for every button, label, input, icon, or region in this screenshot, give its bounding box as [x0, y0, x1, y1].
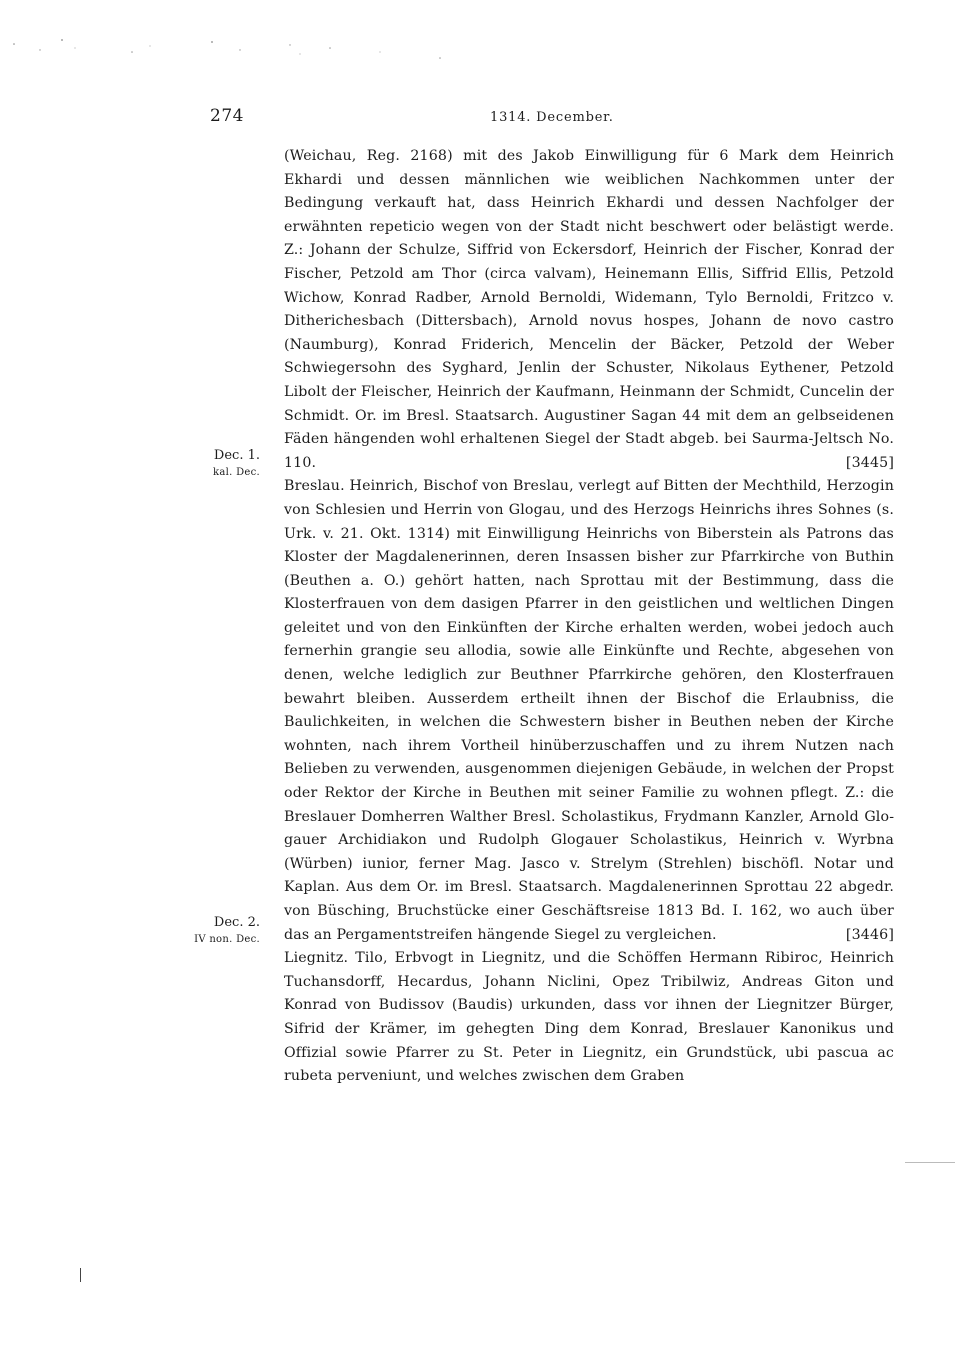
margin-note-dec-2 [190, 914, 260, 948]
scan-edge-mark [80, 1268, 81, 1282]
entry-paragraph-3445 [284, 145, 894, 475]
margin-note-calendar: IV non. Dec. [194, 934, 260, 945]
entry-number: [3446] [845, 926, 894, 943]
margin-note-date: Dec. 2. [213, 915, 260, 930]
entry-paragraph-liegnitz [284, 947, 894, 1089]
margin-note-calendar: kal. Dec. [213, 467, 260, 478]
page-number: 274 [210, 106, 244, 126]
entry-paragraph-3446 [284, 475, 894, 947]
scan-specks [0, 0, 480, 80]
margin-note-dec-1 [190, 447, 260, 481]
main-text [284, 145, 894, 1089]
running-head: 1314. December. [490, 110, 614, 125]
entry-number: [3445] [845, 454, 894, 471]
margin-note-date: Dec. 1. [213, 448, 260, 463]
entry-text: Breslau. Heinrich, Bischof von Breslau, verlegt auf Bitten der Mechthild, Herzogin von Schlesien und Herrin von Glogau, und des Herzogs Heinrichs ihres Sohnes (s. Urk. v. 21. Okt. 1314) mit Einwilligung Heinrichs von Biberstein als Patrons das Kloster der Magdalenerinnen, deren Insassen bisher zur Pfarrkirche von Buthin (Beuthen a. O.) gehört hatten, nach Sprottau mit der Bestimmung, dass die Klosterfrauen von dem dasigen Pfarrer in den geistlichen und weltlichen Dingen geleitet und von den Einkünften der Kirche erhalten werden, wobei jedoch auch fernerhin grangie seu allodia, sowie alle Einkünfte und Rechte, abgesehen von denen, welche lediglich zur Beuthner Pfarrkirche gehören, den Klosterfrauen bewahrt bleiben. Ausserdem ertheilt ihnen der Bischof die Erlaubniss, die Baulichkeiten, in welchen die Schwestern bisher in Beuthen neben der Kirche wohnten, nach ihrem Vortheil hinüberzuschaffen und zu ihrem Nutzen nach Belieben zu verwenden, ausgenommen diejenigen Gebäude, in welchen der Propst oder Rektor der Kirche in Beuthen mit seiner Familie zu wohnen pflegt. Z.: die Breslauer Domherren Walther Bresl. Scholastikus, Frydmann Kanzler, Arnold Glogauer Archidiakon und Rudolph Glogauer Scholastikus, Heinrich v. Wyrbna (Würben) iunior, ferner Mag. Jasco v. Strelym (Strehlen) bischöfl. Notar und Kaplan. Aus dem Or. im Bresl. Staatsarch. Magdalenerinnen Sprottau 22 abgedr. von Büsching, Bruchstücke einer Geschäftsreise 1813 Bd. I. 162, wo auch über das an Pergamentstreifen hängende Siegel zu vergleichen. [284, 478, 894, 943]
scan-edge-line [905, 1162, 955, 1163]
entry-text: (Weichau, Reg. 2168) mit des Jakob Einwilligung für 6 Mark dem Heinrich Ekhardi und dessen männlichen wie weiblichen Nachkommen unter der Bedingung verkauft hat, dass Heinrich Ekhardi und dessen Nachfolger der erwähnten repeticio wegen von der Stadt nicht beschwert oder belästigt werde. Z.: Johann der Schulze, Siffrid von Eckersdorf, Heinrich der Fischer, Konrad der Fischer, Petzold am Thor (circa valvam), Heinemann Ellis, Siffrid Ellis, Petzold Wichow, Konrad Radber, Arnold Bernoldi, Widemann, Tylo Bernoldi, Fritzco v. Ditherichesbach (Dittersbach), Arnold novus hospes, Johann de novo castro (Naumburg), Konrad Friderich, Mencelin der Bäcker, Petzold der Weber Schwiegersohn des Syghard, Jenlin der Schuster, Nikolaus Eythener, Petzold Libolt der Fleischer, Heinrich der Kaufmann, Heinmann der Schmidt, Cuncelin der Schmidt. Or. im Bresl. Staatsarch. Augustiner Sagan 44 mit dem an gelbseidenen Fäden hängenden wohl erhaltenen Siegel der Stadt abgeb. bei Saurma-Jeltsch No. 110. [284, 148, 894, 471]
entry-text: Liegnitz. Tilo, Erbvogt in Liegnitz, und die Schöffen Hermann Ribiroc, Heinrich Tuchansdorff, Hecardus, Johann Niclini, Opez Tribilwiz, Andreas Giton und Konrad von Budissov (Baudis) urkunden, dass vor ihnen der Liegnitzer Bürger, Sifrid der Krämer, im gehegten Ding dem Konrad, Breslauer Kanonikus und Offizial sowie Pfarrer zu St. Peter in Liegnitz, ein Grundstück, ubi pascua ac rubeta perveniunt, und welches zwischen dem Graben [284, 950, 894, 1085]
